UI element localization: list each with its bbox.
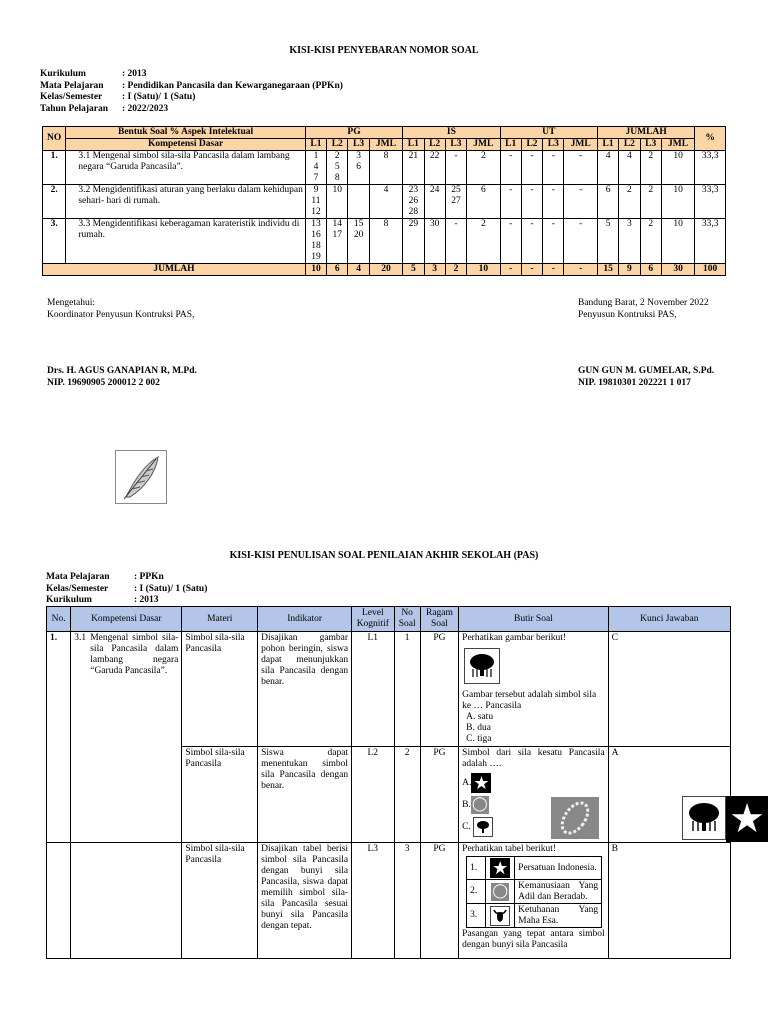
header-bentuk: Bentuk Soal % Aspek Intelektual (66, 127, 306, 139)
banyan-tree-icon (473, 817, 493, 837)
header-materi: Materi (182, 607, 258, 632)
doc2-title: KISI-KISI PENULISAN SOAL PENILAIAN AKHIR SEKOLAH (PAS) (229, 550, 539, 561)
header-jumlah: JUMLAH (597, 127, 694, 139)
chain-icon: ◯ (472, 797, 488, 812)
feather-icon (115, 450, 167, 504)
star-icon: ★ (492, 858, 509, 878)
header-is: IS (403, 127, 500, 139)
doc2-meta: Mata Pelajaran : PPKn Kelas/Semester : I (Satu)/ 1 (Satu) Kurikulum : 2013 (46, 572, 208, 605)
table-row: 1. 3.1 Mengenal simbol sila-sila Pancasila dalam lambang negara “Garuda Pancasila”. 1 4 7 2 5 8 3 6 8 21 22 - 2 - - - - 4 4 2 10 33,3 (43, 151, 726, 185)
star-icon: ★ (473, 773, 490, 793)
header-kunci: Kunci Jawaban (608, 607, 730, 632)
header-kd: Kompetensi Dasar (66, 139, 306, 151)
butir-soal-3: Perhatikan tabel berikut! 1. ★ Persatuan Indonesia. 2. ◯ Kemanusiaan Yang Adil dan Beradab. 3. Ketuhanan Yang Maha Esa. Pasangan yang tepat antara simbol dengan bunyi sila Pancasila (459, 843, 609, 959)
butir-soal-1: Perhatikan gambar berikut! Gambar tersebut adalah simbol sila ke … Pancasila A. satu B. dua C. tiga (459, 632, 609, 747)
table-row: 3. 3.3 Mengidentifikasi keberagaman karateristik individu di rumah. 13 16 18 19 14 17 15 20 8 29 30 - 2 - - - - 5 3 2 10 33,3 (43, 219, 726, 264)
signature-left-name: Drs. H. AGUS GANAPIAN R, M.Pd. NIP. 19690905 200012 2 002 (47, 366, 197, 388)
symbol-match-table: 1. ★ Persatuan Indonesia. 2. ◯ Kemanusiaan Yang Adil dan Beradab. 3. Ketuhanan Yang Maha Esa. (466, 856, 602, 928)
doc1-title: KISI-KISI PENYEBARAN NOMOR SOAL (289, 45, 479, 56)
table-row: 2. 3.2 Mengidentifikasi aturan yang berlaku dalam kehidupan sehari- hari di rumah. 9 11 12 10 4 23 26 28 24 25 27 6 - - - - 6 2 2 10 33,3 (43, 185, 726, 219)
chain-icon: ◯ (492, 883, 508, 899)
total-row: JUMLAH 10 6 4 20 5 3 2 10 - - - - 15 9 6 30 100 (43, 264, 726, 276)
header-no: NO (43, 127, 66, 151)
header-nosoal: No Soal (394, 607, 420, 632)
butir-soal-2: Simbol dari sila kesatu Pancasila adalah …. A. ★ B.◯ C. (459, 747, 609, 843)
kd-cell: 3.1 Mengenal simbol sila-sila Pancasila dalam lambang negara “Garuda Pancasila”. (71, 632, 182, 843)
header-percent: % (695, 127, 726, 151)
banyan-tree-icon (464, 648, 500, 684)
header-no: No. (47, 607, 71, 632)
signature-right-name: GUN GUN M. GUMELAR, S.Pd. NIP. 19810301 202221 1 017 (578, 366, 715, 388)
banyan-tree-icon (682, 796, 726, 840)
distribution-table: NO Bentuk Soal % Aspek Intelektual PG IS UT JUMLAH % Kompetensi Dasar L1 L2 L3 JML L1 L2 L3 JML L1 L2 L3 JML L1 L2 L3 JML 1. 3.1 Mengenal simbol sila-sila Pancasila dalam lambang negara “Garuda Pancasila”. 1 4 7 2 5 8 3 6 8 21 22 - 2 - - - - 4 4 2 10 33,3 2. 3.2 Mengidentifikasi aturan yang berlaku dalam kehidupan sehari- hari di rumah. 9 11 12 10 4 23 26 28 24 25 27 6 - - - - 6 2 2 10 33,3 3. 3.3 Mengidentifikasi keberagaman karateristik individu di rumah. 13 16 18 19 14 17 15 20 8 29 30 - 2 - - - - 5 3 2 10 33,3 JUMLAH 10 6 4 20 5 3 2 10 - - - - 15 9 6 30 100 (42, 126, 726, 276)
table-row: Simbol sila-sila Pancasila Disajikan tabel berisi simbol sila Pancasila dengan bunyi sila Pancasila, siswa dapat memilih simbol sila-sila Pancasila sesuai bunyi sila Pancasila dengan tepat. L3 3 PG Perhatikan tabel berikut! 1. ★ Persatuan Indonesia. 2. ◯ Kemanusiaan Yang Adil dan Beradab. 3. Ketuhanan Yang Maha Esa. Pasangan yang tepat antara simbol dengan bunyi sila Pancasila B (47, 843, 731, 959)
signature-right: Bandung Barat, 2 November 2022 Penyusun Kontruksi PAS, (578, 298, 709, 320)
header-kd: Kompetensi Dasar (71, 607, 182, 632)
header-indikator: Indikator (258, 607, 352, 632)
header-ut: UT (500, 127, 597, 139)
doc1-meta: Kurikulum : 2013 Mata Pelajaran : Pendidikan Pancasila dan Kewarganegaraan (PPKn) Kelas/Semester : I (Satu)/ 1 (Satu) Tahun Pelajaran : 2022/2023 (40, 69, 343, 114)
question-grid-table (46, 606, 731, 959)
header-level: Level Kognitif (352, 607, 394, 632)
bull-head-icon (490, 906, 510, 926)
header-pg: PG (305, 127, 402, 139)
table-row: 1. 3.1 Mengenal simbol sila-sila Pancasila dalam lambang negara “Garuda Pancasila”. Simbol sila-sila Pancasila Disajikan gambar pohon beringin, siswa dapat menunjukkan sila Pancasila dengan benar. L1 1 PG Perhatikan gambar berikut! Gambar tersebut adalah simbol sila ke … Pancasila A. satu B. dua C. tiga C (47, 632, 731, 747)
header-ragam: Ragam Soal (420, 607, 458, 632)
chain-icon (551, 797, 599, 839)
signature-left: Mengetahui: Koordinator Penyusun Kontruksi PAS, (47, 298, 195, 320)
table-row: Simbol sila-sila Pancasila Siswa dapat menentukan simbol sila Pancasila dengan benar. L2 2 PG Simbol dari sila kesatu Pancasila adalah …. A. ★ B.◯ C. A (47, 747, 731, 843)
star-icon: ★ (726, 796, 768, 842)
header-butir: Butir Soal (459, 607, 609, 632)
